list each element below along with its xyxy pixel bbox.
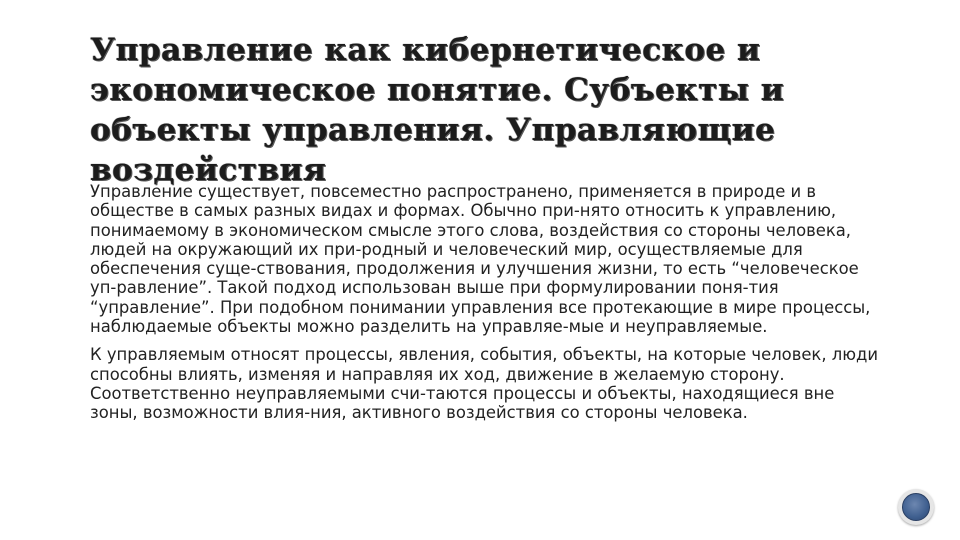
slide-badge-icon (898, 489, 934, 525)
badge-inner-circle (902, 493, 930, 521)
paragraph-1: Управление существует, повсеместно распространено, применяется в природе и в обществе в самых разных видах и формах. Обычно при-нято относить к управлению, понимаемому в экономическом смысле этого слова, воздействия со стороны человека, людей на окружающий их при-родный и человеческий мир, осуществляемые для обеспечения суще-ствования, продолжения и улучшения жизни, то есть “человеческое уп-равление”. Такой подход использован выше при формулировании поня-тия “управление”. При подобном понимании управления все протекающие в мире процессы, наблюдаемые объекты можно разделить на управляе-мые и неуправляемые. (90, 182, 871, 337)
slide-title: Управление как кибернетическое и экономическое понятие. Субъекты и объекты управления. Управляющие воздействия (90, 32, 785, 188)
slide-body (90, 182, 880, 432)
paragraph-2: К управляемым относят процессы, явления, события, объекты, на которые человек, люди способны влиять, изменяя и направляя их ход, движение в желаемую сторону. Соответственно неуправляемыми счи-таются процессы и объекты, находящиеся вне зоны, возможности влия-ния, активного воздействия со стороны человека. (90, 345, 879, 423)
